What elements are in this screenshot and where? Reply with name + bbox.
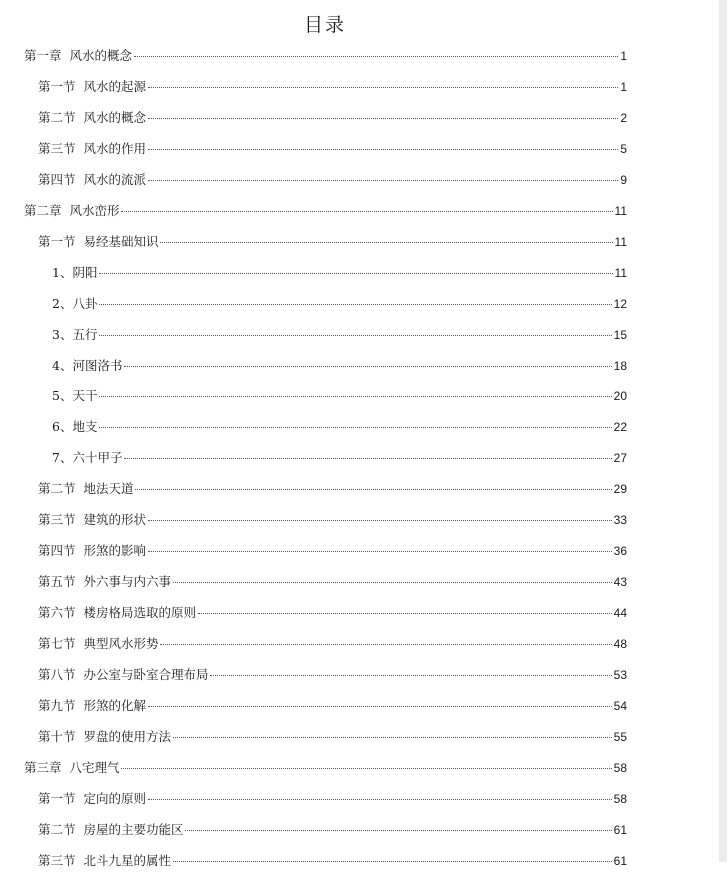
toc-entry-label: 第四节 风水的流派 [38,172,146,187]
toc-entry-label: 第一节 定向的原则 [38,791,146,806]
toc-entry-page-number: 22 [613,420,627,434]
toc-leader-dots [198,613,612,614]
toc-leader-dots [185,830,611,831]
toc-entry-label: 7、六十甲子 [52,450,123,465]
toc-entry-page-number: 55 [613,730,627,744]
toc-entry-label: 6、地支 [52,419,98,434]
toc-entry[interactable] [24,201,627,223]
toc-entry[interactable] [38,510,627,532]
toc-entry-page-number: 43 [613,575,627,589]
toc-entry-label: 第十节 罗盘的使用方法 [38,729,171,744]
toc-entry-label: 第三节 风水的作用 [38,141,146,156]
toc-entry-label: 1、阴阳 [52,265,98,280]
toc-entry[interactable] [38,541,627,563]
toc-leader-dots [160,644,611,645]
toc-leader-dots [135,489,611,490]
toc-entry[interactable] [38,820,627,842]
toc-entry-label: 第三章 八宅理气 [24,760,120,775]
toc-entry-label: 3、五行 [52,327,98,342]
toc-entry-page-number: 11 [614,235,627,249]
toc-entry[interactable] [38,727,627,749]
toc-leader-dots [148,520,612,521]
toc-entry[interactable] [38,603,627,625]
toc-entry-page-number: 53 [613,668,627,682]
toc-entry-page-number: 33 [613,513,627,527]
toc-entry-page-number: 18 [613,359,627,373]
toc-entry-label: 第六节 楼房格局选取的原则 [38,605,196,620]
toc-entry-label: 第二节 房屋的主要功能区 [38,822,184,837]
toc-entry-page-number: 48 [613,637,627,651]
toc-entry[interactable] [52,417,627,439]
toc-entry[interactable] [52,386,627,408]
toc-leader-dots [99,304,611,305]
toc-entry-label: 第二章 风水峦形 [24,203,120,218]
toc-leader-dots [99,273,612,274]
toc-leader-dots [99,427,611,428]
toc-entry[interactable] [52,294,627,316]
toc-leader-dots [148,706,612,707]
toc-entry[interactable] [24,758,627,780]
toc-entry[interactable] [52,263,627,285]
toc-entry[interactable] [52,325,627,347]
toc-entry-label: 第五节 外六事与内六事 [38,574,171,589]
toc-entry-page-number: 2 [620,111,627,125]
toc-leader-dots [148,149,618,150]
toc-entry-label: 第七节 典型风水形势 [38,636,159,651]
toc-entry[interactable] [52,448,627,470]
toc-entry-page-number: 20 [613,389,627,403]
toc-entry-page-number: 54 [613,699,627,713]
toc-entry-label: 第三节 北斗九星的属性 [38,853,171,868]
toc-entry-label: 第二节 风水的概念 [38,110,146,125]
toc-entry-page-number: 58 [613,761,627,775]
toc-entry-label: 第二节 地法天道 [38,481,134,496]
toc-leader-dots [160,242,612,243]
toc-title: 目录 [303,14,346,36]
toc-entry[interactable] [38,479,627,501]
toc-entry-page-number: 58 [613,792,627,806]
toc-entry-page-number: 11 [614,204,627,218]
toc-entry-page-number: 11 [614,266,627,280]
toc-leader-dots [173,582,612,583]
toc-entry-page-number: 61 [613,854,627,868]
toc-entry[interactable] [38,789,627,811]
toc-entry[interactable] [52,356,627,378]
toc-entry[interactable] [38,634,627,656]
toc-leader-dots [124,366,611,367]
toc-leader-dots [124,458,611,459]
toc-entry[interactable] [38,851,627,873]
toc-entry-page-number: 1 [620,49,627,63]
toc-leader-dots [134,56,618,57]
toc-leader-dots [148,551,612,552]
toc-leader-dots [121,768,611,769]
toc-entry-label: 4、河图洛书 [52,358,123,373]
toc-leader-dots [121,211,612,212]
toc-entry[interactable] [38,696,627,718]
toc-entry-page-number: 9 [620,173,627,187]
toc-entry-page-number: 29 [613,482,627,496]
toc-entry-label: 第三节 建筑的形状 [38,512,146,527]
toc-entry-page-number: 36 [613,544,627,558]
toc-entry-page-number: 27 [613,451,627,465]
toc-entry[interactable] [38,108,627,130]
toc-leader-dots [99,396,611,397]
toc-entry-page-number: 5 [620,142,627,156]
toc-entry-label: 2、八卦 [52,296,98,311]
toc-entry[interactable] [38,77,627,99]
toc-entry-page-number: 12 [613,297,627,311]
toc-entry[interactable] [38,139,627,161]
toc-entry-label: 第八节 办公室与卧室合理布局 [38,667,209,682]
toc-entry-page-number: 44 [613,606,627,620]
toc-leader-dots [148,87,618,88]
toc-entry-label: 第一章 风水的概念 [24,48,132,63]
toc-leader-dots [148,799,612,800]
scrollbar-gutter[interactable] [719,0,727,862]
toc-entry-label: 第一节 易经基础知识 [38,234,159,249]
toc-entry-label: 第四节 形煞的影响 [38,543,146,558]
toc-entry[interactable] [38,572,627,594]
toc-leader-dots [173,737,612,738]
toc-entry[interactable] [38,665,627,687]
toc-entry[interactable] [24,46,627,68]
toc-leader-dots [148,180,618,181]
toc-entry-label: 第一节 风水的起源 [38,79,146,94]
toc-leader-dots [210,675,611,676]
toc-entry[interactable] [38,232,627,254]
toc-leader-dots [148,118,618,119]
toc-entry-page-number: 1 [620,80,627,94]
toc-entry-label: 第九节 形煞的化解 [38,698,146,713]
toc-leader-dots [99,335,611,336]
toc-entry[interactable] [38,170,627,192]
toc-entry-label: 5、天干 [52,388,98,403]
toc-entry-page-number: 61 [613,823,627,837]
toc-entry-page-number: 15 [613,328,627,342]
